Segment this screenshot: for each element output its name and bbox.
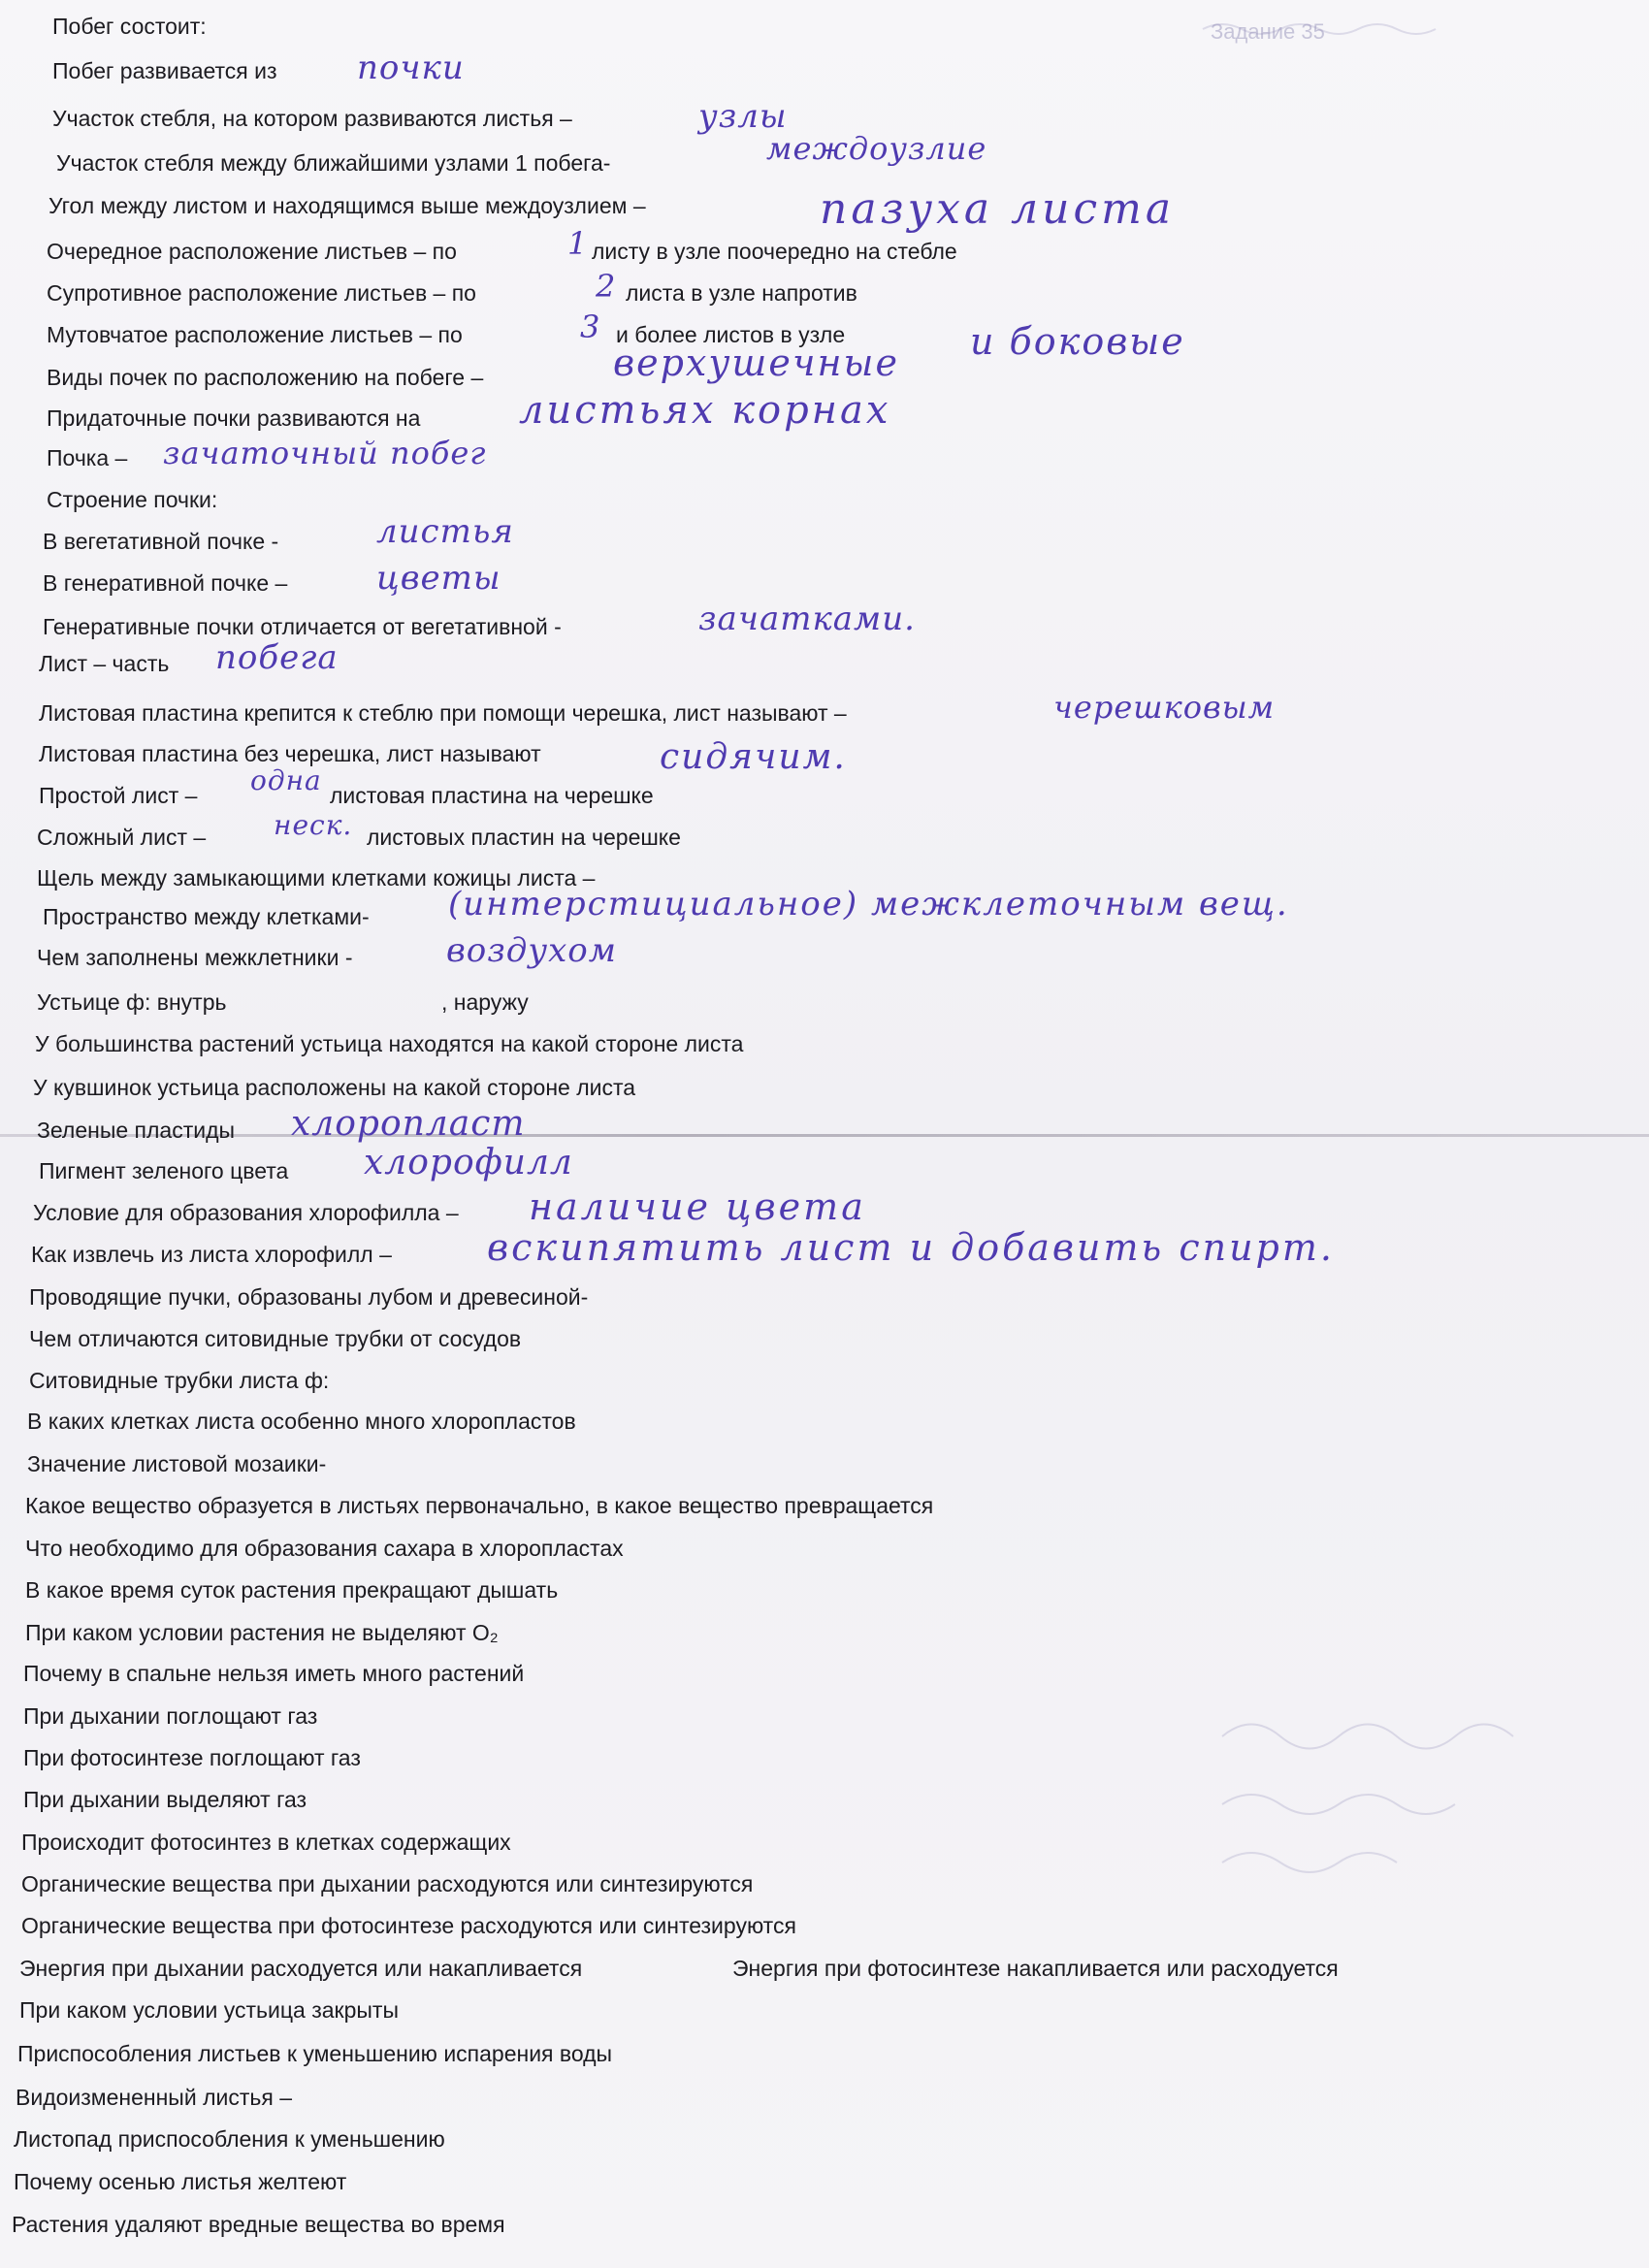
line-21: Щель между замыкающими клетками кожицы листа –: [37, 865, 596, 891]
line-16: Лист – часть: [39, 651, 170, 676]
answer-generative-difference: зачатками.: [698, 599, 916, 638]
answer-intercellular-space: (интерстициальное) межклеточным вещ.: [448, 885, 1289, 923]
answer-opposite-number: 2: [596, 268, 617, 305]
line-20b: листовых пластин на черешке: [367, 825, 681, 850]
answer-petiolate: черешковым: [1053, 689, 1276, 726]
line-34: В каких клетках листа особенно много хлоропластов: [27, 1409, 576, 1434]
line-19a: Простой лист –: [39, 783, 198, 808]
answer-chlorophyll-condition: наличие цвета: [529, 1185, 866, 1228]
line-4: Участок стебля между ближайшими узлами 1 побега-: [56, 150, 611, 176]
line-28: Пигмент зеленого цвета: [39, 1158, 289, 1183]
answer-leaf-part: побега: [215, 638, 339, 677]
line-23: Чем заполнены межклетники -: [37, 945, 353, 970]
line-25: У большинства растений устьица находятся на какой стороне листа: [35, 1031, 744, 1056]
line-12: Строение почки:: [47, 487, 218, 512]
line-41: При дыхании поглощают газ: [23, 1703, 318, 1729]
line-18: Листовая пластина без черешка, лист называют: [39, 741, 541, 766]
line-26: У кувшинок устьица расположены на какой стороне листа: [33, 1075, 636, 1100]
line-7a: Супротивное расположение листьев – по: [47, 280, 476, 306]
line-2: Побег развивается из: [52, 58, 277, 83]
line-14: В генеративной почке –: [43, 570, 288, 596]
line-27: Зеленые пластиды: [37, 1118, 236, 1143]
line-33: Ситовидные трубки листа ф:: [29, 1368, 330, 1393]
line-30: Как извлечь из листа хлорофилл –: [31, 1242, 392, 1267]
line-8a: Мутовчатое расположение листьев – по: [47, 322, 463, 347]
line-3: Участок стебля, на котором развиваются листья –: [52, 106, 572, 131]
line-7b: листа в узле напротив: [626, 280, 857, 306]
line-15: Генеративные почки отличается от вегетативной -: [43, 614, 562, 639]
line-46: Органические вещества при фотосинтезе расходуются или синтезируются: [21, 1913, 796, 1938]
answer-alternate-number: 1: [567, 225, 589, 262]
line-36: Какое вещество образуется в листьях первоначально, в какое вещество превращается: [25, 1493, 934, 1518]
line-49: Приспособления листьев к уменьшению испарения воды: [17, 2041, 613, 2066]
line-38: В какое время суток растения прекращают дышать: [25, 1577, 559, 1603]
answer-generative-bud: цветы: [376, 559, 501, 598]
line-42: При фотосинтезе поглощают газ: [23, 1745, 361, 1770]
line-51: Листопад приспособления к уменьшению: [14, 2126, 445, 2152]
line-48: При каком условии устьица закрыты: [19, 1997, 399, 2023]
answer-intercellular-fill: воздухом: [446, 931, 617, 970]
line-6b: листу в узле поочередно на стебле: [592, 239, 957, 264]
answer-bud-types-2: и боковые: [970, 320, 1185, 363]
line-6a: Очередное расположение листьев – по: [47, 239, 457, 264]
line-52: Почему осенью листья желтеют: [14, 2169, 347, 2194]
line-10: Придаточные почки развиваются на: [47, 405, 421, 431]
answer-bud-definition: зачаточный побег: [163, 435, 487, 471]
line-32: Чем отличаются ситовидные трубки от сосудов: [29, 1326, 522, 1351]
answer-whorl-number: 3: [580, 308, 601, 345]
line-43: При дыхании выделяют газ: [23, 1787, 307, 1812]
line-1: Побег состоит:: [52, 14, 207, 39]
line-13: В вегетативной почке -: [43, 529, 279, 554]
line-9: Виды почек по расположению на побеге –: [47, 365, 484, 390]
line-20a: Сложный лист –: [37, 825, 207, 850]
line-37: Что необходимо для образования сахара в хлоропластах: [25, 1536, 624, 1561]
answer-bud-types-1: верхушечные: [613, 341, 899, 384]
line-53: Растения удаляют вредные вещества во время: [12, 2212, 505, 2237]
bleed-through-title: Задание 35: [1211, 19, 1325, 44]
answer-vegetative-bud: листья: [376, 512, 514, 551]
answer-compound-leaf: неск.: [274, 809, 353, 841]
line-22: Пространство между клетками-: [43, 904, 370, 929]
answer-axil: пазуха листа: [820, 184, 1176, 234]
answer-nodes: узлы: [698, 97, 788, 136]
line-39: При каком условии растения не выделяют O₂: [25, 1620, 499, 1645]
line-19b: листовая пластина на черешке: [330, 783, 654, 808]
answer-sessile: сидячим.: [660, 737, 847, 777]
line-47a: Энергия при дыхании расходуется или накапливается: [19, 1956, 583, 1981]
line-35: Значение листовой мозаики-: [27, 1451, 327, 1476]
line-17: Листовая пластина крепится к стеблю при помощи черешка, лист называют –: [39, 700, 847, 726]
answer-internode: междоузлие: [766, 130, 987, 167]
line-24b: , наружу: [441, 989, 529, 1015]
answer-pigment: хлорофилл: [364, 1143, 573, 1183]
line-31: Проводящие пучки, образованы лубом и древесиной-: [29, 1284, 589, 1310]
line-29: Условие для образования хлорофилла –: [33, 1200, 459, 1225]
line-50: Видоизмененный листья –: [16, 2085, 292, 2110]
line-44: Происходит фотосинтез в клетках содержащих: [21, 1830, 511, 1855]
line-11: Почка –: [47, 445, 128, 470]
answer-adventitious: листьях корнах: [519, 388, 891, 433]
line-5: Угол между листом и находящимся выше междоузлием –: [48, 193, 646, 218]
line-40: Почему в спальне нельзя иметь много растений: [23, 1661, 525, 1686]
answer-plastids: хлоропласт: [291, 1104, 526, 1144]
answer-chlorophyll-extraction: вскипятить лист и добавить спирт.: [487, 1226, 1335, 1269]
line-47b: Энергия при фотосинтезе накапливается или расходуется: [732, 1956, 1339, 1981]
line-45: Органические вещества при дыхании расходуются или синтезируются: [21, 1871, 754, 1896]
answer-bud: почки: [357, 49, 465, 87]
answer-simple-leaf: одна: [250, 764, 322, 796]
line-24a: Устьице ф: внутрь: [37, 989, 227, 1015]
line-8b: и более листов в узле: [616, 322, 846, 347]
